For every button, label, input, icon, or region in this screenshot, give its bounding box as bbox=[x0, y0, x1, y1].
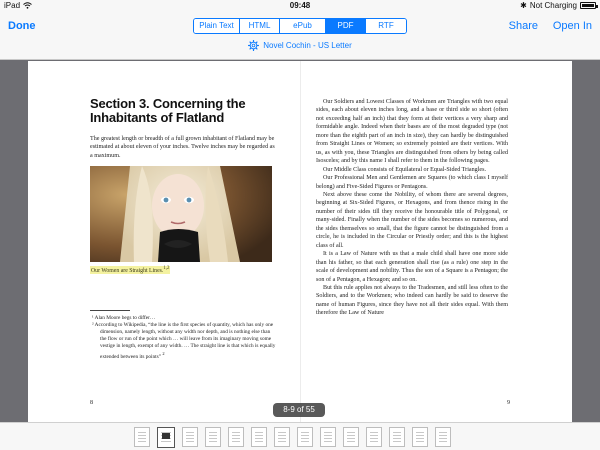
export-format-segmented-control bbox=[193, 18, 407, 34]
segment-html[interactable]: HTML bbox=[240, 19, 280, 33]
image-caption: Our Women are Straight Lines.$^{1,2}$ bbox=[91, 266, 170, 274]
page-thumbnail[interactable] bbox=[251, 427, 267, 447]
open-in-button[interactable]: Open In bbox=[552, 20, 592, 32]
page-indicator: 8-9 of 55 bbox=[273, 403, 325, 417]
device-name: iPad bbox=[4, 1, 21, 10]
footnote-rule bbox=[90, 310, 130, 311]
segment-plain-text[interactable]: Plain Text bbox=[194, 19, 240, 33]
footnotes bbox=[90, 315, 276, 361]
page-divider bbox=[300, 61, 301, 422]
format-settings-button[interactable] bbox=[0, 40, 600, 51]
portrait-photo bbox=[90, 166, 272, 262]
page-thumbnail[interactable] bbox=[320, 427, 336, 447]
status-right bbox=[520, 1, 596, 10]
paragraph: Next above these come the Nobility, of whom there are several degrees, beginning at Six-Sided Figures, or Hexagons, and from thence rising in the number of their sides till they receive the honourable title of Polygonal, or many-sided. Finally when the number of the sides becomes so numerous, and the sides themselves so small, that the figure cannot be distinguished from a circle, he is included in the Circular or Priestly order; and this is the highest class of all. bbox=[316, 191, 508, 249]
lead-paragraph: The greatest length or breadth of a full grown inhabitant of Flatland may be estimated at about eleven of your inches. Twelve inches may be regarded as a maximum. bbox=[90, 136, 275, 159]
share-button[interactable]: Share bbox=[508, 20, 538, 32]
paragraph: But this rule applies not always to the Tradesmen, and still less often to the Soldiers, and to the Workmen; who indeed can hardly be said to deserve the name of human Figures, since they have not all their sides equal. With them therefore the Law of Nature bbox=[316, 284, 508, 317]
page-thumbnail[interactable] bbox=[412, 427, 428, 447]
document-preview[interactable] bbox=[28, 61, 572, 422]
page-thumbnail[interactable] bbox=[435, 427, 451, 447]
page-thumbnail[interactable] bbox=[157, 427, 175, 448]
paragraph: Our Soldiers and Lowest Classes of Workmen are Triangles with two equal sides, each about eleven inches long, and a base or third side so short (often not exceeding half an inch) that they form at their vertices a very sharp and formidable angle. Indeed when their bases are of the most degraded type (not more than the eighth part of an inch in size), they can hardly be distinguished from Straight Lines or Women; so extremely pointed are their vertices. With us, as with you, these Triangles are distinguished from others by being called Isosceles; and by this name I shall refer to them in the following pages. bbox=[316, 99, 508, 165]
page-thumbnail[interactable] bbox=[366, 427, 382, 447]
page-thumbnail[interactable] bbox=[134, 427, 150, 447]
page-thumbnail[interactable] bbox=[389, 427, 405, 447]
format-label: Novel Cochin - US Letter bbox=[263, 41, 352, 50]
page-thumbnail[interactable] bbox=[297, 427, 313, 447]
page-thumbnail[interactable] bbox=[228, 427, 244, 447]
done-button[interactable]: Done bbox=[8, 20, 36, 32]
footnote-2: ² According to Wikipedia, “the line is the first species of quantity, which has only one dimension, namely length, without any width nor depth, and is nothing else than the flow or run of the point which … will leave from its imaginary moving some vestige in length, exempt of any width. … The straight line is that which is equally extended between its points” $^2$ bbox=[92, 322, 276, 360]
right-page-body bbox=[316, 98, 508, 318]
bluetooth-icon: ✱ bbox=[520, 1, 527, 10]
paragraph: Our Middle Class consists of Equilateral or Equal-Sided Triangles. bbox=[323, 166, 486, 173]
page-number-right: 9 bbox=[507, 400, 510, 406]
page-thumbnail[interactable] bbox=[182, 427, 198, 447]
segment-pdf[interactable]: PDF bbox=[326, 19, 366, 33]
paragraph: It is a Law of Nature with us that a male child shall have one more side than his father, so that each generation shall rise (as a rule) one step in the scale of development and nobility. Thus the son of a Square is a Pentagon; the son of a Pentagon, a Hexagon; and so on. bbox=[316, 251, 508, 283]
page-thumbnail[interactable] bbox=[205, 427, 221, 447]
battery-icon bbox=[580, 2, 596, 9]
paragraph: Our Professional Men and Gentlemen are Squares (to which class I myself belong) and Five-Sided Figures or Pentagons. bbox=[316, 175, 508, 190]
page-number-left: 8 bbox=[90, 400, 93, 406]
thumbnail-strip bbox=[134, 427, 451, 448]
page-thumbnail[interactable] bbox=[343, 427, 359, 447]
gear-icon bbox=[248, 40, 259, 51]
charging-status: Not Charging bbox=[529, 1, 577, 10]
segment-epub[interactable]: ePub bbox=[280, 19, 326, 33]
left-page-header bbox=[90, 97, 276, 160]
page-thumbnail[interactable] bbox=[274, 427, 290, 447]
footnote-1: ¹ Alan Moore begs to differ… bbox=[92, 315, 156, 321]
thumbnail-bar bbox=[0, 422, 600, 450]
segment-rtf[interactable]: RTF bbox=[366, 19, 406, 33]
status-time: 09:48 bbox=[289, 1, 311, 10]
toolbar bbox=[0, 12, 600, 60]
status-bar bbox=[0, 0, 600, 12]
section-title: Section 3. Concerning the Inhabitants of Flatland bbox=[90, 96, 246, 125]
